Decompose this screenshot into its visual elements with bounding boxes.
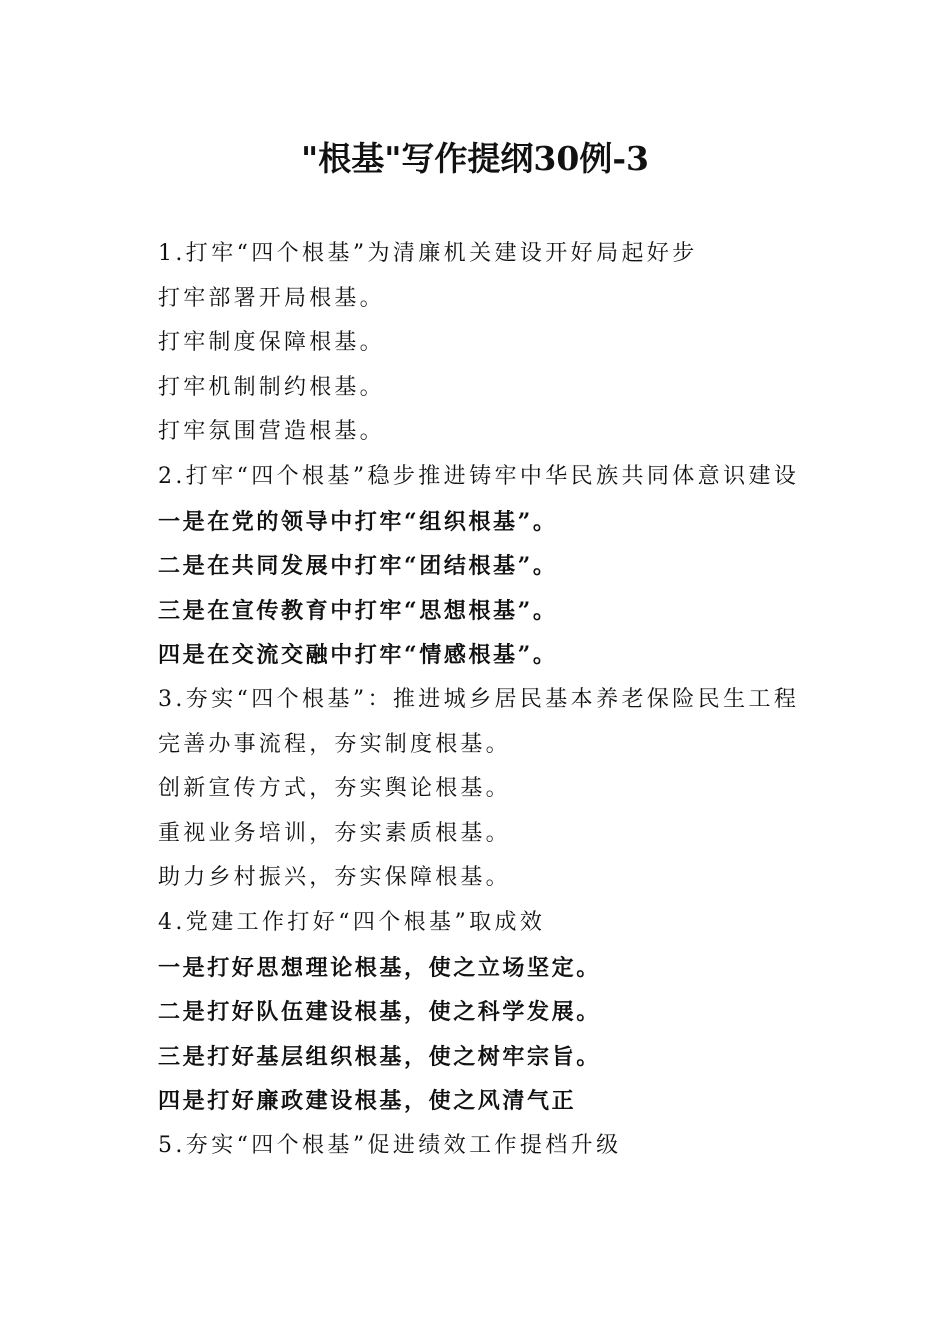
section-heading-4: 4.党建工作打好“四个根基”取成效 (158, 909, 546, 935)
body-line: 二是在共同发展中打牢“团结根基”。 (158, 553, 558, 580)
body-line: 助力乡村振兴，夯实保障根基。 (158, 865, 511, 891)
document-title: "根基"写作提纲30例-3 (301, 139, 649, 178)
body-line: 一是在党的领导中打牢“组织根基”。 (158, 508, 558, 535)
body-line: 四是在交流交融中打牢“情感根基”。 (158, 642, 558, 669)
body-line: 三是打好基层组织根基，使之树牢宗旨。 (158, 1043, 601, 1070)
section-heading-5: 5.夯实“四个根基”促进绩效工作提档升级 (158, 1132, 622, 1158)
body-line: 打牢部署开局根基。 (158, 285, 385, 311)
body-line: 打牢制度保障根基。 (158, 330, 385, 356)
body-line: 一是打好思想理论根基，使之立场坚定。 (158, 954, 601, 981)
document-body (158, 232, 858, 1168)
body-line: 打牢氛围营造根基。 (158, 419, 385, 445)
body-line: 三是在宣传教育中打牢“思想根基”。 (158, 597, 558, 624)
body-line: 二是打好队伍建设根基，使之科学发展。 (158, 999, 601, 1026)
body-line: 重视业务培训，夯实素质根基。 (158, 820, 511, 846)
section-heading-3: 3.夯实“四个根基”：推进城乡居民基本养老保险民生工程 (158, 686, 800, 712)
body-line: 完善办事流程，夯实制度根基。 (158, 731, 511, 757)
body-line: 四是打好廉政建设根基，使之风清气正 (158, 1088, 577, 1115)
body-line: 创新宣传方式，夯实舆论根基。 (158, 776, 511, 802)
section-heading-1: 1.打牢“四个根基”为清廉机关建设开好局起好步 (158, 241, 698, 266)
body-line: 打牢机制制约根基。 (158, 374, 385, 400)
section-heading-2: 2.打牢“四个根基”稳步推进铸牢中华民族共同体意识建设 (158, 463, 800, 489)
